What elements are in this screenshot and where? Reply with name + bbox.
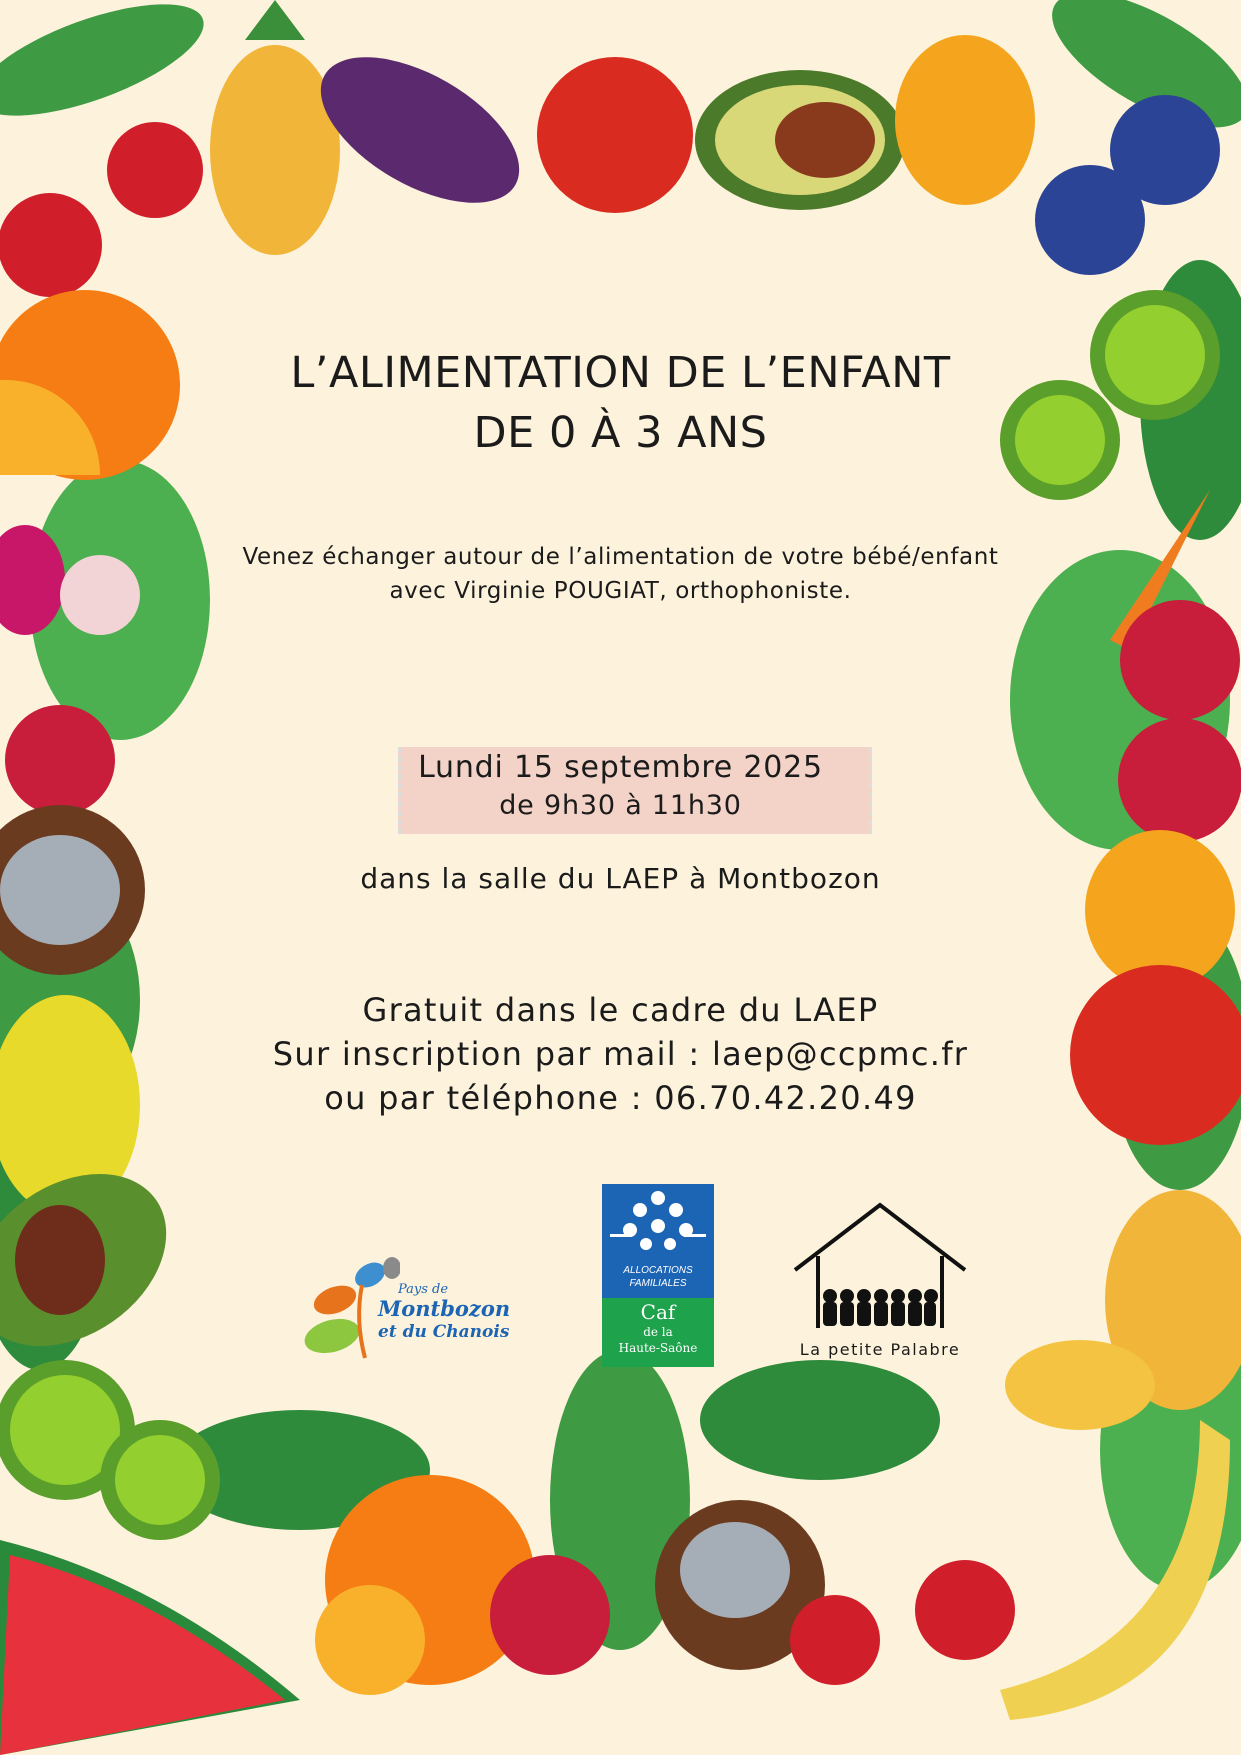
info-email: Sur inscription par mail : laep@ccpmc.fr <box>272 1035 969 1073</box>
info-free: Gratuit dans le cadre du LAEP <box>362 991 879 1029</box>
caf-familiales: FAMILIALES <box>629 1278 687 1289</box>
caf-people-icon <box>602 1184 714 1262</box>
caf-region: Haute-Saône <box>618 1341 698 1355</box>
house-icon <box>790 1200 970 1330</box>
montbozon-pays: Pays de <box>398 1282 449 1297</box>
event-date: Lundi 15 septembre 2025 <box>418 750 823 785</box>
petite-palabre-logo <box>790 1200 970 1365</box>
montbozon-logo <box>300 1250 510 1370</box>
montbozon-chanois: et du Chanois <box>378 1322 510 1342</box>
event-location: dans la salle du LAEP à Montbozon <box>360 862 881 895</box>
caf-name: Caf <box>640 1300 676 1324</box>
event-time: de 9h30 à 11h30 <box>499 790 742 821</box>
info-phone: ou par téléphone : 06.70.42.20.49 <box>324 1079 917 1117</box>
montbozon-name: Montbozon <box>378 1296 511 1321</box>
caf-de-la: de la <box>643 1325 673 1339</box>
petite-palabre-label: La petite Palabre <box>799 1340 961 1359</box>
page-title-line1: L’ALIMENTATION DE L’ENFANT <box>290 348 951 398</box>
page-title-line2: DE 0 À 3 ANS <box>473 408 768 458</box>
caf-logo <box>602 1184 714 1367</box>
intro-line2: avec Virginie POUGIAT, orthophoniste. <box>389 578 852 604</box>
intro-line1: Venez échanger autour de l’alimentation de votre bébé/enfant <box>242 544 999 570</box>
caf-allocations: ALLOCATIONS <box>623 1265 693 1276</box>
